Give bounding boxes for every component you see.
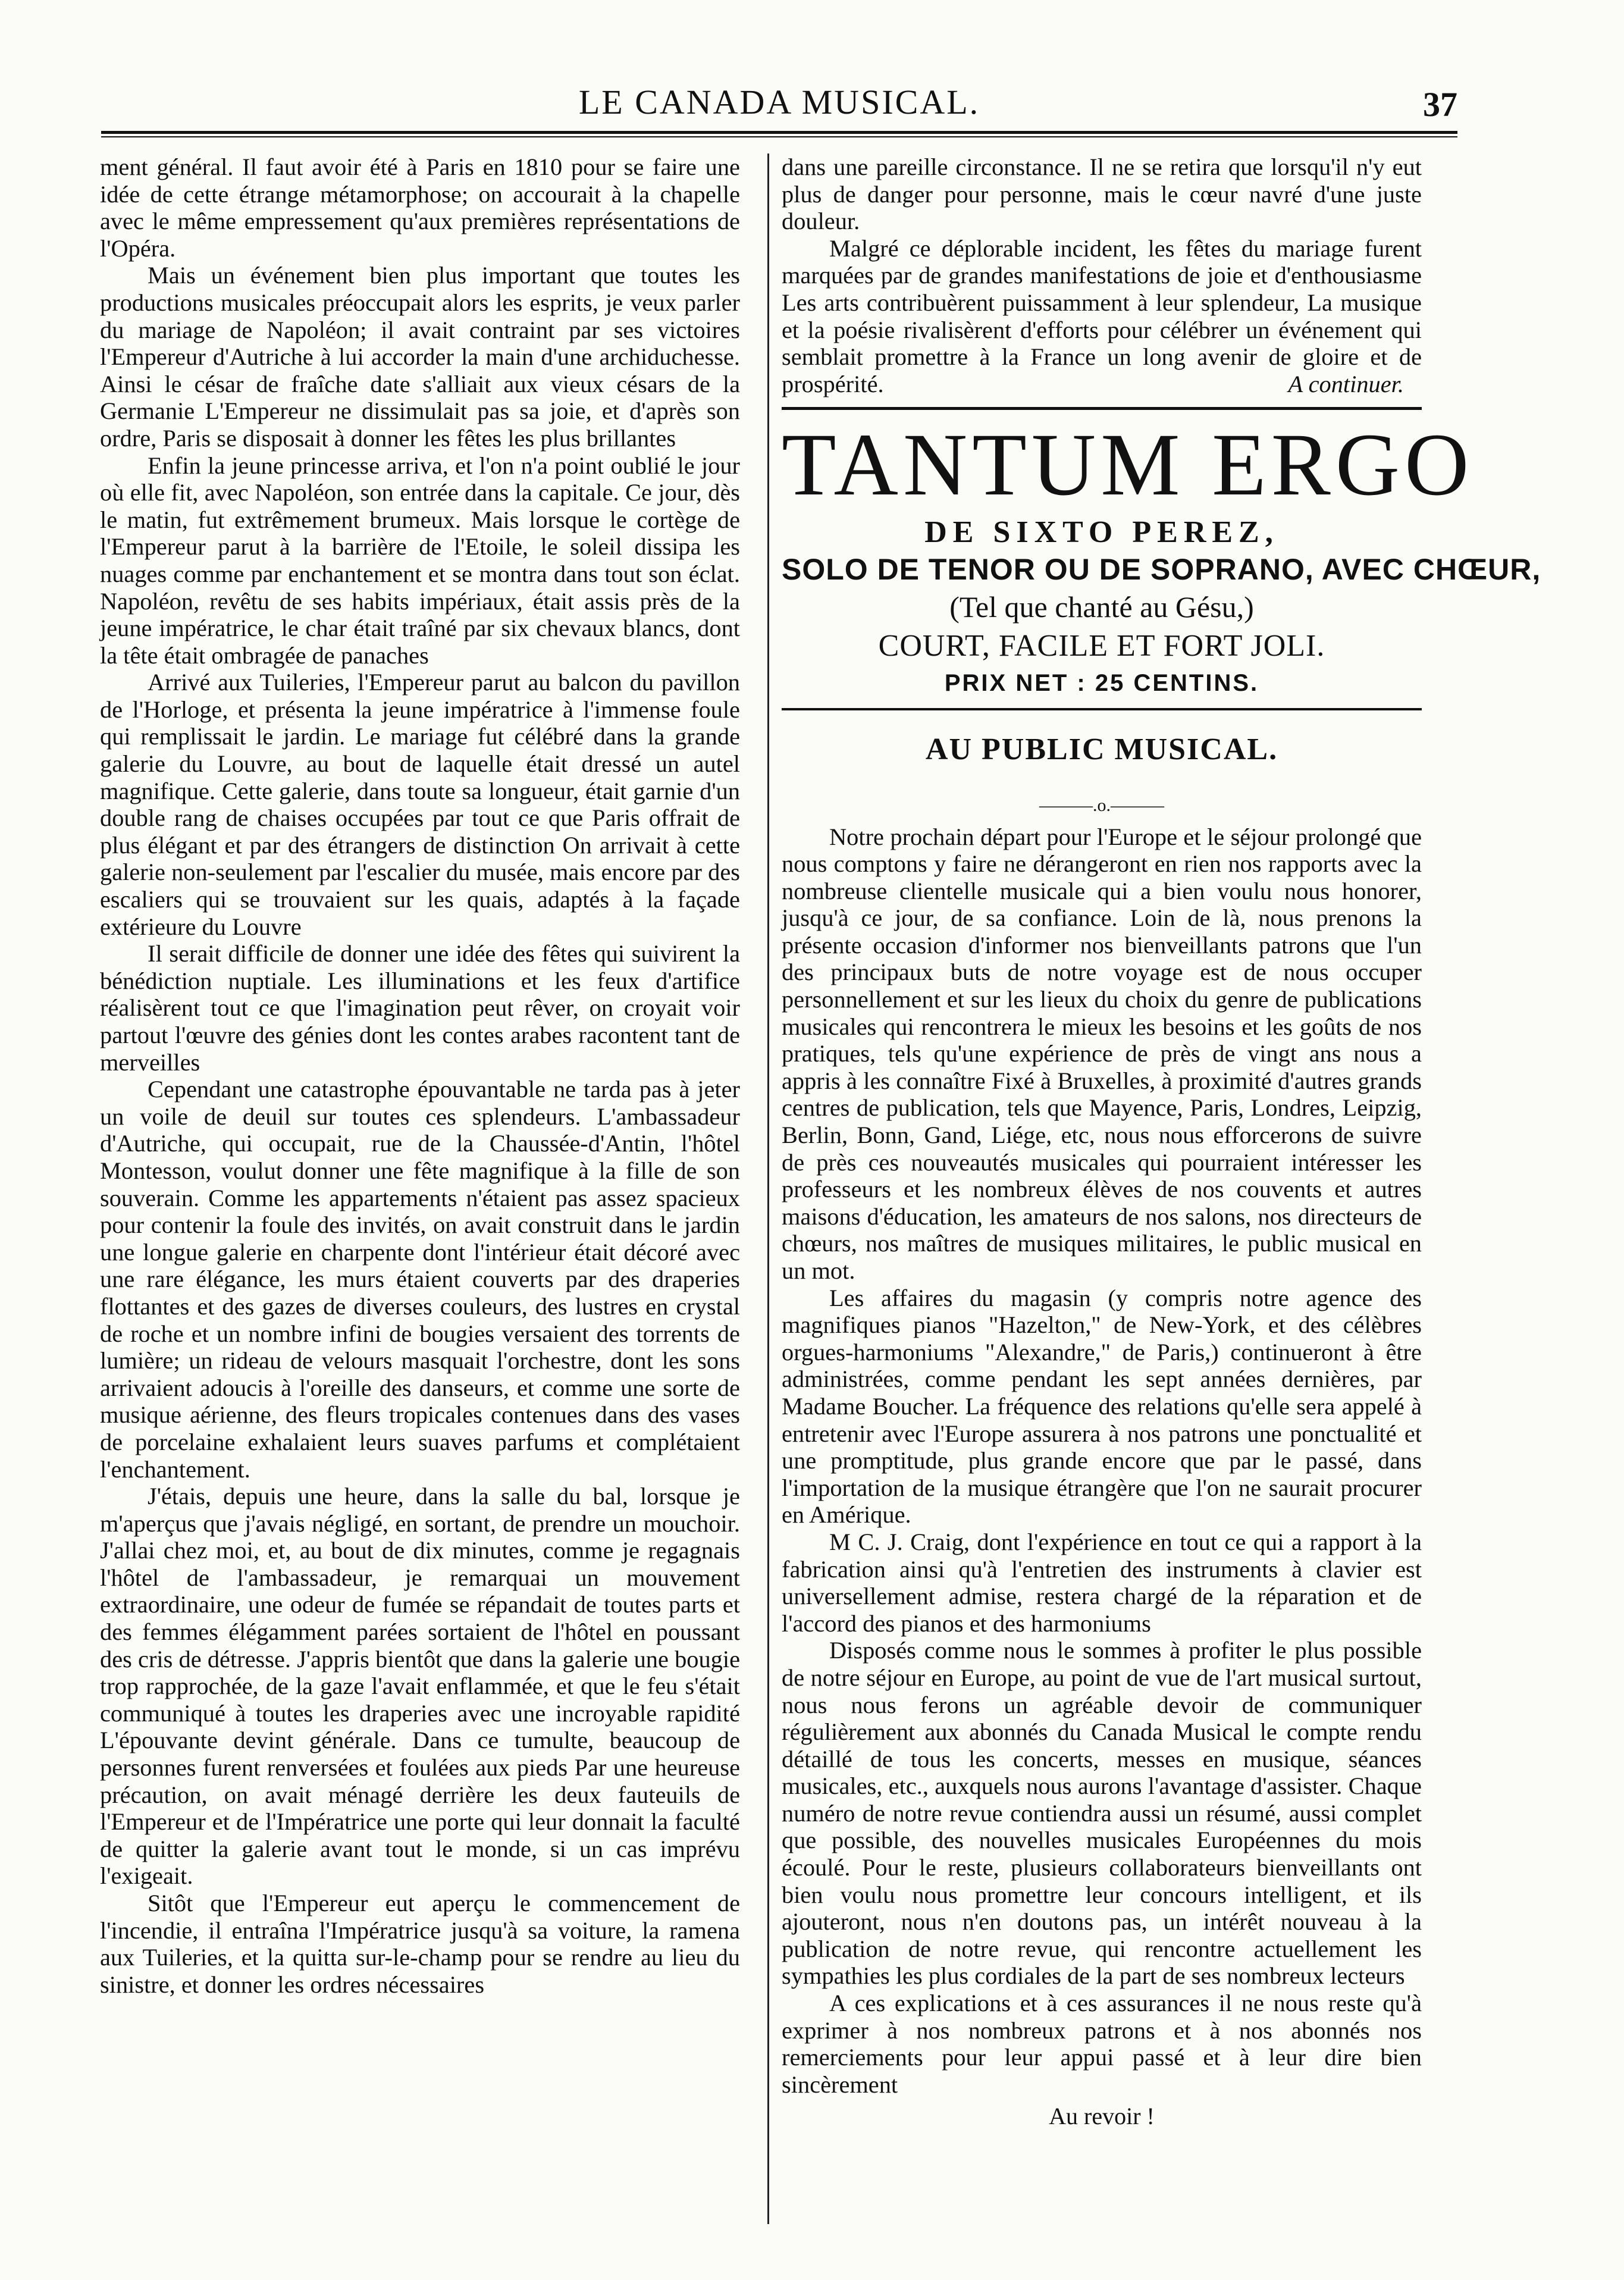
article-paragraph: Cependant une catastrophe épouvantable ne tarda pas à jeter un voile de deuil sur toutes ces splendeurs. L'ambassadeur d'Autriche, qui occupait, rue de la Chaussée-d'Antin, l'hôtel Montesson, voulut donner une fête magnifique à la fille de son souverain. Comme les appartements n'étaient pas assez spacieux pour contenir la foule des invités, on avait construit dans le jardin une longue galerie en charpente dont l'intérieur était décoré avec une rare élégance, les murs étaient couverts par des draperies flottantes et des gazes de diverses couleurs, des lustres en crystal de roche et un nombre infini de bougies versaient des torrents de lumière; un rideau de velours masquait l'orchestre, dont les sons arrivaient adoucis à l'oreille des danseurs, et comme une sorte de musique aérienne, des fleurs tropicales contenues dans des vases de porcelaine exhalaient leurs suaves parfums et complétaient l'enchantement. [100, 1076, 740, 1483]
advertisement-title: TANTUM ERGO [782, 415, 1474, 515]
right-column [782, 154, 1541, 2130]
running-title: LE CANADA MUSICAL. [578, 83, 980, 121]
article-paragraph-text: Malgré ce déplorable incident, les fêtes du mariage furent marquées par de grandes manifestations de joie et d'enthousiasme Les arts contribuèrent puissamment à leur splendeur, La musique et la poésie rivalisèrent d'efforts pour célébrer un événement qui semblait promettre à la France un long avenir de gloire et de prospérité. [782, 234, 1422, 397]
advertisement-rule [782, 708, 1422, 710]
music-advertisement [782, 407, 1541, 710]
page-header [101, 71, 1457, 131]
advertisement-composer: DE SIXTO PEREZ, [924, 515, 1279, 550]
article-paragraph: M C. J. Craig, dont l'expérience en tout ce qui a rapport à la fabrication ainsi qu'à l'entretien des instruments à clavier est universellement admise, restera chargé de la réparation et de l'accord des pianos et des harmoniums [782, 1528, 1422, 1637]
section-ornament: ———.o.——— [1039, 795, 1164, 815]
signoff-text: Au revoir ! [1049, 2103, 1155, 2130]
left-column [100, 154, 740, 2224]
signoff [782, 2103, 1422, 2130]
article-paragraph: Il serait difficile de donner une idée des fêtes qui suivirent la bénédiction nuptiale. Les illuminations et les feux d'artifice réalisèrent tout ce que l'imagination peut rêver, on croyait voir partout l'œuvre des génies dont les contes arabes racontent tant de merveilles [100, 940, 740, 1076]
advertisement-note: (Tel que chanté au Gésu,) [949, 590, 1254, 624]
article-paragraph: Les affaires du magasin (y compris notre agence des magnifiques pianos "Hazelton," de New-York, et des célèbres orgues-harmoniums "Alexandre," de Paris,) continueront à être administrées, comme pendant les sept années dernières, par Madame Boucher. La fréquence des relations qu'elle sera appelé à entretenir avec l'Europe assurera à nos patrons une ponctualité et une promptitude, plus grande encore que par le passé, dans l'importation de la musique étrangère que l'on ne saurait procurer en Amérique. [782, 1284, 1422, 1529]
article-paragraph: dans une pareille circonstance. Il ne se retira que lorsqu'il n'y eut plus de danger pour personne, mais le cœur navré d'une juste douleur. [782, 154, 1422, 235]
article-paragraph: Disposés comme nous le sommes à profiter le plus possible de notre séjour en Europe, au point de vue de l'art musical surtout, nous nous ferons un agréable devoir de communiquer régulièrement aux abonnés du Canada Musical le compte rendu détaillé de tous les concerts, messes en musique, séances musicales, etc., auxquels nous aurons l'avantage d'assister. Chaque numéro de notre revue contiendra aussi un résumé, aussi complet que possible, des nouvelles musicales Européennes du mois écoulé. Pour le reste, plusieurs collaborateurs bienveillants ont bien voulu nous promettre leur concours intelligent, et ils ajouteront, nous n'en doutons pas, un intérêt nouveau à la publication de notre revue, qui rencontre actuellement les sympathies les plus cordiales de la part de ses nombreux lecteurs [782, 1637, 1422, 1990]
section-heading: AU PUBLIC MUSICAL. [925, 732, 1278, 767]
article-paragraph: Sitôt que l'Empereur eut aperçu le commencement de l'incendie, il entraîna l'Impératrice jusqu'à sa voiture, la ramena aux Tuileries, et la quitta sur-le-champ pour se rendre au lieu du sinistre, et donner les ordres nécessaires [100, 1890, 740, 1998]
advertisement-voicing: SOLO DE TENOR OU DE SOPRANO, AVEC CHŒUR, [782, 553, 1541, 587]
article-paragraph: ment général. Il faut avoir été à Paris en 1810 pour se faire une idée de cette étrange métamorphose; on accourait à la chapelle avec le même empressement qu'aux premières représentations de l'Opéra. [100, 154, 740, 262]
column-divider [767, 154, 769, 2224]
header-rule [101, 131, 1457, 137]
advertisement-description: COURT, FACILE ET FORT JOLI. [878, 629, 1325, 663]
article-paragraph: A ces explications et à ces assurances il ne nous reste qu'à exprimer à nos nombreux patrons et à nos abonnés nos remerciements pour leur appui passé et à leur dire bien sincèrement [782, 1990, 1422, 2098]
advertisement-price: PRIX NET : 25 CENTINS. [944, 670, 1259, 697]
article-paragraph: Notre prochain départ pour l'Europe et le séjour prolongé que nous comptons y faire ne dérangeront en rien nos rapports avec la nombreuse clientelle musicale qui a bien voulu nous honorer, jusqu'à ce jour, de sa confiance. Loin de là, nous prenons la présente occasion d'informer nos bienveillants patrons que l'un des principaux buts de notre voyage est de nous occuper personnellement et sur les lieux du choix du genre de publications musicales qui rencontrera le mieux les besoins et les goûts de nos pratiques, tels qu'une expérience de près de vingt ans nous a appris à les connaître Fixé à Bruxelles, à proximité d'autres grands centres de publication, tels que Mayence, Paris, Londres, Leipzig, Berlin, Bonn, Gand, Liége, etc, nous nous efforcerons de suivre de près ces nouveautés musicales qui pourraient intéresser les professeurs et les nombreux élèves de nos couvents et autres maisons d'éducation, les amateurs de nos salons, nos directeurs de chœurs, nos maîtres de musiques militaires, le public musical en un mot. [782, 823, 1422, 1284]
to-be-continued: A continuer. [1288, 370, 1404, 397]
article-paragraph: Enfin la jeune princesse arriva, et l'on n'a point oublié le jour où elle fit, avec Napoléon, son entrée dans la capitale. Ce jour, dès le matin, fut extrêmement brumeux. Mais lorsque le cortège de l'Empereur parut à la barrière de l'Etoile, le soleil dissipa les nuages comme par enchantement et se montra dans tout son éclat. Napoléon, revêtu de ses habits impériaux, était assis près de la jeune impératrice, le char était traîné par six chevaux blancs, dont la tête était ombragée de panaches [100, 452, 740, 669]
article-paragraph: Mais un événement bien plus important que toutes les productions musicales préoccupait alors les esprits, je veux parler du mariage de Napoléon; il avait contraint par ses victoires l'Empereur d'Autriche à lui accorder la main d'une archiduchesse. Ainsi le césar de fraîche date s'alliait aux vieux césars de la Germanie L'Empereur ne dissimulait pas sa joie, et d'après son ordre, Paris se disposait à donner les fêtes les plus brillantes [100, 262, 740, 452]
article-paragraph: Arrivé aux Tuileries, l'Empereur parut au balcon du pavillon de l'Horloge, et présenta la jeune impératrice à l'immense foule qui remplissait le jardin. Le mariage fut célébré dans la grande galerie du Louvre, au bout de laquelle était dressé un autel magnifique. Cette galerie, dans toute sa longueur, était garnie d'un double rang de chaises occupées par tout ce que Paris offrait de plus élégant et par des étrangers de distinction On arrivait à cette galerie non-seulement par l'escalier du musée, mais encore par des escaliers qui se trouvaient sur les quais, adaptés à la façade extérieure du Louvre [100, 669, 740, 940]
article-paragraph [782, 235, 1422, 398]
article-paragraph: J'étais, depuis une heure, dans la salle du bal, lorsque je m'aperçus que j'avais négligé, en sortant, de prendre un mouchoir. J'allai chez moi, et, au bout de dix minutes, comme je regagnais l'hôtel de l'ambassadeur, je remarquai un mouvement extraordinaire, une odeur de fumée se répandait de toutes parts et des femmes élégamment parées sortaient de l'hôtel en poussant des cris de détresse. J'appris bientôt que dans la galerie une bougie trop rapprochée, de la gaze l'avait enflammée, et que le feu s'était communiqué à toutes les draperies avec une incroyable rapidité L'épouvante devint générale. Dans ce tumulte, beaucoup de personnes furent renversées et foulées aux pieds Par une heureuse précaution, on avait ménagé derrière les deux fauteuils de l'Empereur et de l'Impératrice une porte qui leur donnait la faculté de quitter la galerie avant tout le monde, si un cas imprévu l'exigeait. [100, 1483, 740, 1890]
page-number: 37 [1423, 85, 1457, 124]
